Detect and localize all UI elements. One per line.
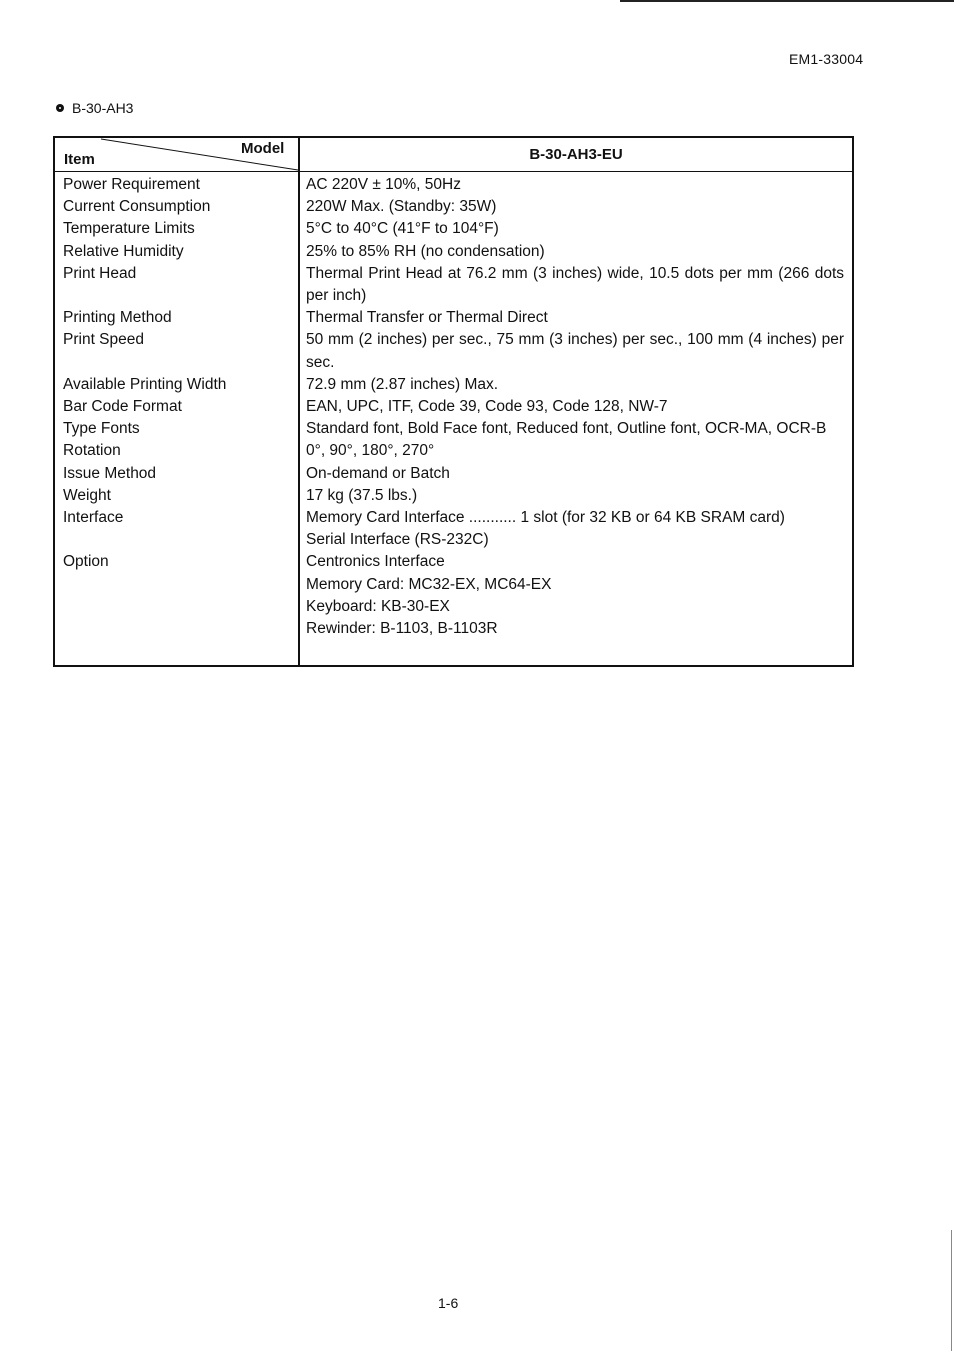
value-cell: Memory Card Interface ........... 1 slot (for 32 KB or 64 KB SRAM card) (306, 509, 785, 527)
value-cell: 0°, 90°, 180°, 270° (306, 442, 435, 460)
table-row (55, 196, 852, 218)
top-rule (620, 0, 954, 2)
table-row (55, 596, 852, 618)
value-cell: Keyboard: KB-30-EX (306, 597, 450, 615)
item-cell: Print Head (63, 264, 137, 282)
item-cell (55, 596, 298, 618)
table-body (55, 174, 852, 640)
value-cell: Serial Interface (RS-232C) (306, 531, 489, 549)
table-row (55, 174, 852, 196)
table-row (55, 574, 852, 596)
item-cell: Available Printing Width (63, 375, 227, 393)
value-cell: 25% to 85% RH (no condensation) (306, 242, 545, 260)
table-row (55, 618, 852, 640)
value-cell: 5°C to 40°C (41°F to 104°F) (306, 220, 499, 238)
value-cell: EAN, UPC, ITF, Code 39, Code 93, Code 128, NW-7 (306, 398, 668, 416)
table-row (55, 396, 852, 418)
item-cell: Rotation (63, 442, 121, 460)
value-cell: AC 220V ± 10%, 50Hz (306, 176, 461, 193)
table-row (55, 463, 852, 485)
table-row (55, 551, 852, 573)
specification-table (53, 136, 854, 667)
table-row (55, 241, 852, 263)
document-number: EM1-33004 (789, 51, 864, 67)
item-cell: Option (63, 553, 109, 571)
table-row (55, 218, 852, 240)
value-cell: Thermal Print Head at 76.2 mm (3 inches) wide, 10.5 dots per mm (266 dots per inch) (306, 264, 844, 305)
table-row (55, 307, 852, 329)
value-cell: Memory Card: MC32-EX, MC64-EX (306, 575, 552, 593)
value-cell: Thermal Transfer or Thermal Direct (306, 309, 548, 327)
table-row (55, 418, 852, 440)
bullet-icon (56, 104, 64, 112)
value-cell: 50 mm (2 inches) per sec., 75 mm (3 inches) per sec., 100 mm (4 inches) per sec. (306, 331, 844, 371)
header-column-title: B-30-AH3-EU (529, 146, 623, 163)
value-cell: Standard font, Bold Face font, Reduced font, Outline font, OCR-MA, OCR-B (306, 420, 827, 438)
item-cell: Issue Method (63, 464, 157, 482)
value-cell: 220W Max. (Standby: 35W) (306, 198, 497, 216)
item-cell: Type Fonts (63, 420, 140, 438)
item-cell: Interface (63, 509, 124, 527)
header-model-label: Model (241, 140, 285, 157)
right-edge-rule (951, 1230, 952, 1351)
item-cell: Power Requirement (63, 176, 200, 193)
item-cell: Current Consumption (63, 198, 211, 216)
header-item-label: Item (64, 151, 95, 168)
table-row (55, 507, 852, 529)
item-cell: Relative Humidity (63, 242, 184, 260)
table-row (55, 529, 852, 551)
item-cell (55, 574, 298, 596)
value-cell: 17 kg (37.5 lbs.) (306, 486, 418, 504)
table-row (55, 440, 852, 462)
value-cell: Centronics Interface (306, 553, 445, 571)
table-row (55, 485, 852, 507)
item-cell: Temperature Limits (63, 220, 195, 238)
value-cell: Rewinder: B-1103, B-1103R (306, 620, 498, 638)
item-cell: Bar Code Format (63, 398, 182, 416)
table-row (55, 329, 852, 373)
table-row (55, 374, 852, 396)
item-cell (55, 529, 298, 551)
item-cell: Weight (63, 486, 111, 504)
table-header-row (55, 138, 852, 172)
item-cell (55, 618, 298, 640)
table-row (55, 263, 852, 307)
item-cell: Print Speed (63, 331, 144, 349)
item-cell: Printing Method (63, 309, 172, 327)
section-heading (56, 100, 133, 116)
page-number: 1-6 (438, 1295, 459, 1311)
value-cell: On-demand or Batch (306, 464, 450, 482)
section-title: B-30-AH3 (72, 100, 134, 116)
value-cell: 72.9 mm (2.87 inches) Max. (306, 375, 499, 393)
